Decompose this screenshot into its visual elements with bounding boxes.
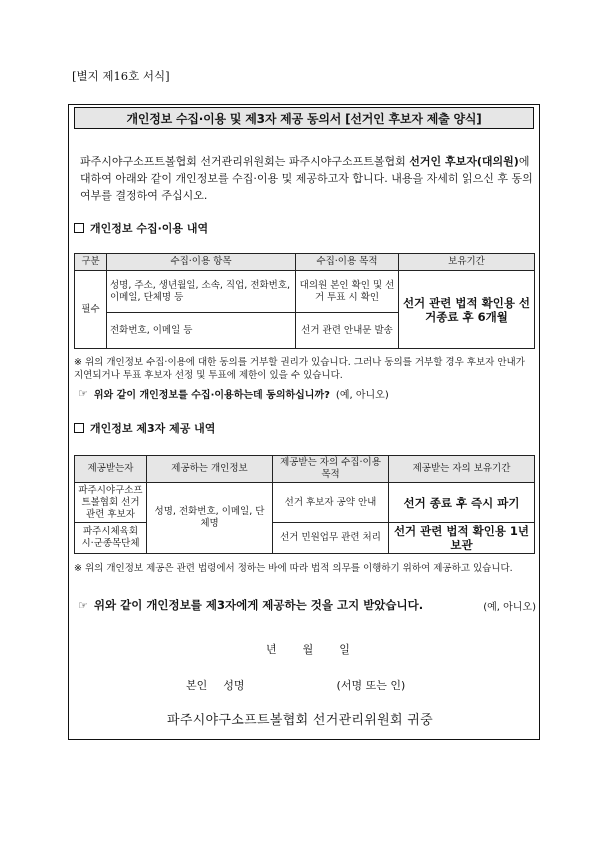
consent-question-1 <box>78 386 389 401</box>
retention-cell: 선거 관련 법적 확인용 1년 보관 <box>389 523 535 554</box>
intro-bold: 선거인 후보자(대의원) <box>409 155 519 168</box>
purpose-cell: 대의원 본인 확인 및 선거 투표 시 확인 <box>296 271 399 313</box>
recipient-cell: 파주시야구소프트볼협회 선거 관련 후보자 <box>75 483 147 523</box>
recipient-cell: 파주시체육회 시·군종목단체 <box>75 523 147 554</box>
col-header: 보유기간 <box>399 254 535 271</box>
pointing-hand-icon: ☞ <box>78 387 88 400</box>
notice-2: ※ 위의 개인정보 제공은 관련 법령에서 정하는 바에 따라 법적 의무를 이행하기 위하여 제공하고 있습니다. <box>74 563 513 574</box>
purpose-cell: 선거 후보자 공약 안내 <box>273 483 389 523</box>
col-header: 구분 <box>75 254 107 271</box>
section1-heading-text: 개인정보 수집·이용 내역 <box>90 222 209 235</box>
checkbox-icon <box>74 423 84 433</box>
intro-text-1: 파주시야구소프트볼협회 선거관리위원회는 파주시야구소프트볼협회 <box>80 155 410 168</box>
form-title: 개인정보 수집·이용 및 제3자 제공 동의서 [선거인 후보자 제출 양식] <box>74 107 534 129</box>
form-number: [별지 제16호 서식] <box>72 69 170 83</box>
signature-field[interactable]: (서명 또는 인) <box>336 679 406 692</box>
date-month[interactable]: 월 <box>302 643 314 656</box>
col-header: 제공하는 개인정보 <box>147 456 273 483</box>
category-cell: 필수 <box>75 271 107 349</box>
intro-paragraph <box>80 153 535 204</box>
purpose-cell: 선거 민원업무 관련 처리 <box>273 523 389 554</box>
question-text: 위와 같이 개인정보를 제3자에게 제공하는 것을 고지 받았습니다. <box>93 598 424 612</box>
retention-cell: 선거 종료 후 즉시 파기 <box>389 483 535 523</box>
intro-text-2: 에 대하여 아래와 같이 개인정보를 수집·이용 및 제공하고자 합니다. 내용을 자세히 읽으신 후 동의 여부를 결정하여 주십시오. <box>80 155 533 202</box>
items-cell: 성명, 주소, 생년월일, 소속, 직업, 전화번호, 이메일, 단체명 등 <box>107 271 296 313</box>
date-day[interactable]: 일 <box>339 643 350 656</box>
col-header: 제공받는 자의 수집·이용 목적 <box>273 456 389 483</box>
items-cell: 전화번호, 이메일 등 <box>107 313 296 349</box>
col-header: 제공받는자 <box>75 456 147 483</box>
notice-1: ※ 위의 개인정보 수집·이용에 대한 동의를 거부할 권리가 있습니다. 그러나 동의를 거부할 경우 후보자 안내가 지연되거나 투표 후보자 선정 및 투표에 제한이 있을 수 있습니다. <box>74 357 525 381</box>
retention-cell: 선거 관련 법적 확인용 선거종료 후 6개월 <box>399 271 535 349</box>
date-year[interactable]: 년 <box>266 643 277 656</box>
col-header: 제공받는 자의 보유기간 <box>389 456 535 483</box>
date-line <box>266 641 350 657</box>
section1-heading <box>74 220 208 236</box>
consent-question-2 <box>78 597 538 613</box>
question-text: 위와 같이 개인정보를 수집·이용하는데 동의하십니까? <box>93 390 330 401</box>
col-header: 수집·이용 목적 <box>296 254 399 271</box>
self-label: 본인 <box>186 679 208 692</box>
name-label: 성명 <box>223 679 245 692</box>
section2-heading-text: 개인정보 제3자 제공 내역 <box>90 422 216 435</box>
pointing-hand-icon: ☞ <box>78 598 88 612</box>
section2-heading <box>74 420 215 436</box>
collection-table <box>74 253 535 349</box>
consent-answer-1[interactable]: (예, 아니오) <box>335 390 389 401</box>
consent-answer-2[interactable]: (예, 아니오) <box>483 601 536 613</box>
purpose-cell: 선거 관련 안내문 발송 <box>296 313 399 349</box>
provided-info-cell: 성명, 전화번호, 이메일, 단체명 <box>147 483 273 554</box>
col-header: 수집·이용 항목 <box>107 254 296 271</box>
addressee: 파주시야구소프트볼협회 선거관리위원회 귀중 <box>166 713 434 728</box>
checkbox-icon <box>74 223 84 233</box>
signature-line <box>186 677 405 693</box>
third-party-table <box>74 455 535 554</box>
